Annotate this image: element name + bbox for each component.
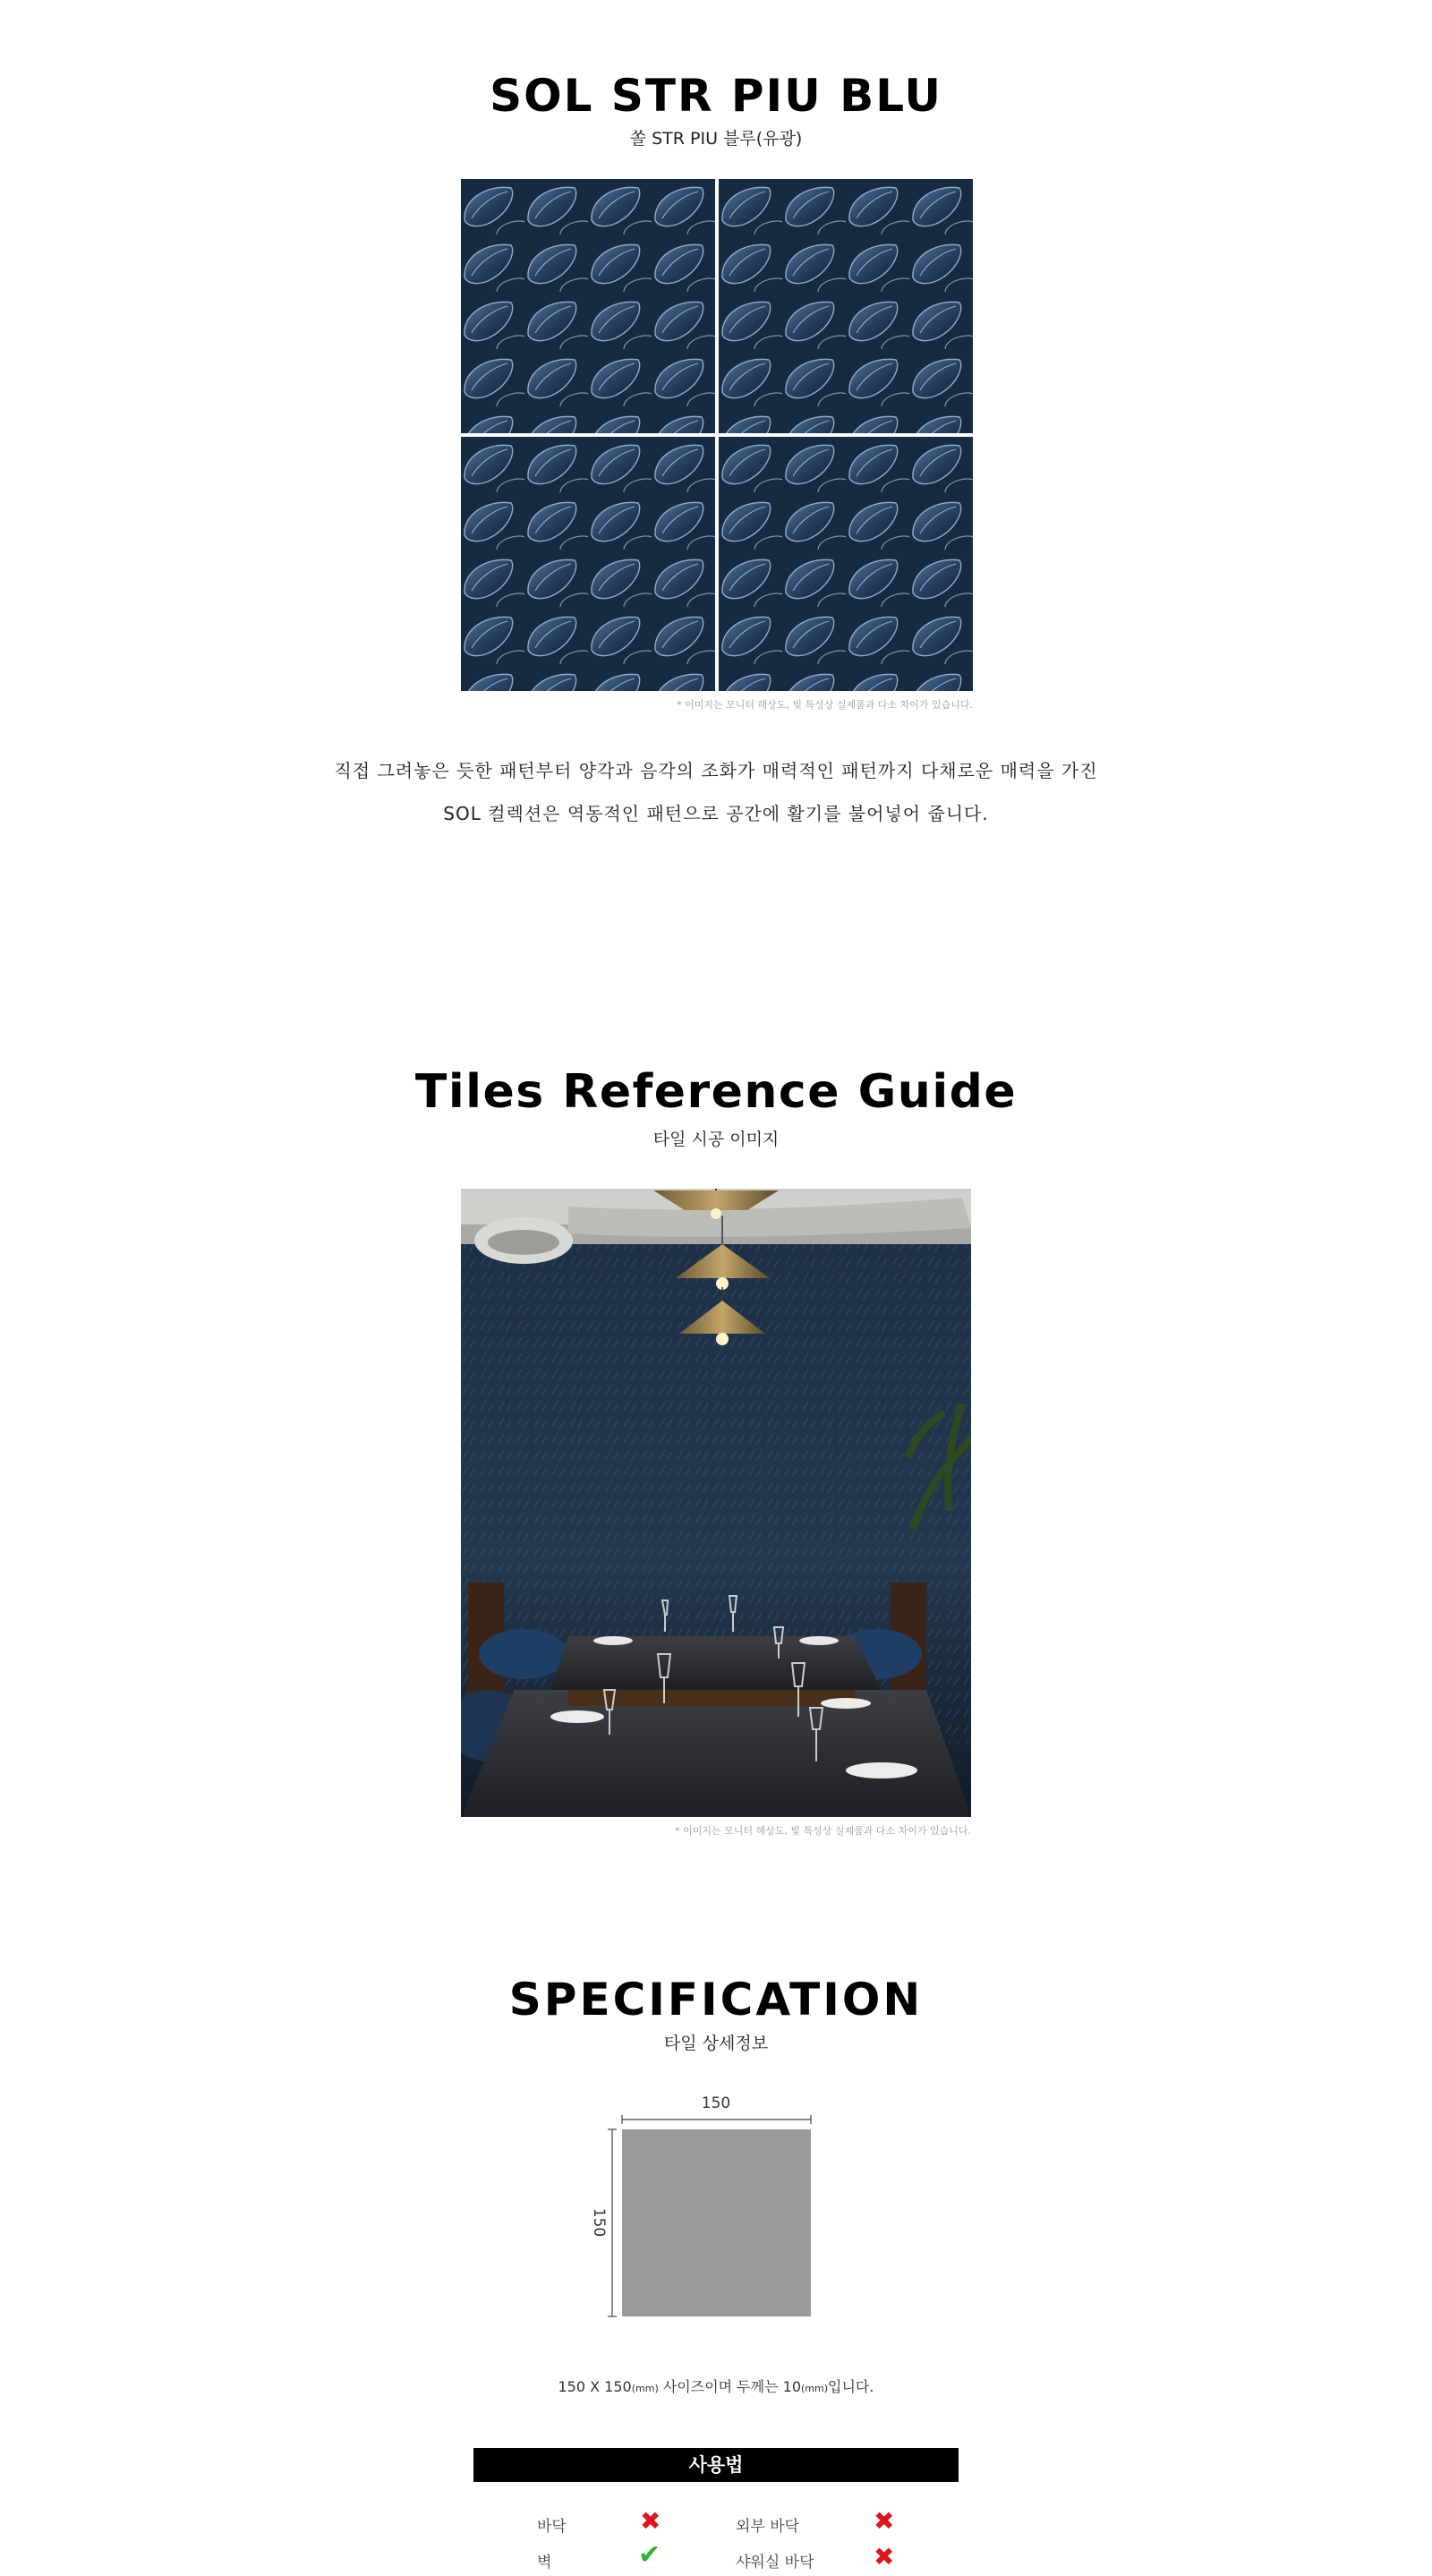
tile-sample xyxy=(461,437,715,691)
product-description-line: SOL 컬렉션은 역동적인 패턴으로 공간에 활기를 불어넣어 줍니다. xyxy=(443,803,989,824)
cross-icon: ✖ xyxy=(874,2506,895,2536)
width-label: 150 xyxy=(701,2094,731,2112)
reference-subtitle: 타일 시공 이미지 xyxy=(652,1130,780,1149)
tile-sample xyxy=(719,179,973,433)
height-label: 150 xyxy=(590,2207,608,2238)
usage-label-wall: 벽 xyxy=(537,2554,552,2572)
product-title: SOL STR PIU BLU xyxy=(490,70,942,122)
cross-icon: ✖ xyxy=(874,2542,895,2572)
height-dimension-line xyxy=(608,2129,617,2316)
specification-title: SPECIFICATION xyxy=(508,1974,924,2026)
usage-heading: 사용법 xyxy=(473,2448,959,2482)
tile-dimension-square xyxy=(622,2129,811,2316)
usage-label-exterior-floor: 외부 바닥 xyxy=(736,2518,800,2536)
specification-subtitle: 타일 상세정보 xyxy=(663,2034,769,2053)
check-icon: ✔ xyxy=(638,2539,661,2571)
usage-label-shower-floor: 샤워실 바닥 xyxy=(736,2554,814,2572)
tile-dimension-diagram xyxy=(573,2086,859,2327)
cross-icon: ✖ xyxy=(640,2506,661,2536)
image-disclaimer: * 이미지는 모니터 해상도, 빛 특성상 실제품과 다소 차이가 있습니다. xyxy=(677,699,973,711)
width-dimension-line xyxy=(622,2115,811,2124)
tile-sample-grid xyxy=(461,179,973,691)
tile-sample xyxy=(719,437,973,691)
product-description-line: 직접 그려놓은 듯한 패턴부터 양각과 음각의 조화가 매력적인 패턴까지 다채로운 매력을 가진 xyxy=(334,760,1098,781)
image-disclaimer: * 이미지는 모니터 해상도, 빛 특성상 실제품과 다소 차이가 있습니다. xyxy=(675,1825,971,1837)
product-subtitle: 쏠 STR PIU 블루(유광) xyxy=(629,129,803,149)
reference-title: Tiles Reference Guide xyxy=(414,1065,1018,1119)
tile-sample xyxy=(461,179,715,433)
usage-label-floor: 바닥 xyxy=(537,2518,567,2536)
reference-photo xyxy=(461,1189,971,1817)
size-description: 150 X 150(mm) 사이즈이며 두께는 10(mm)입니다. xyxy=(558,2378,874,2395)
